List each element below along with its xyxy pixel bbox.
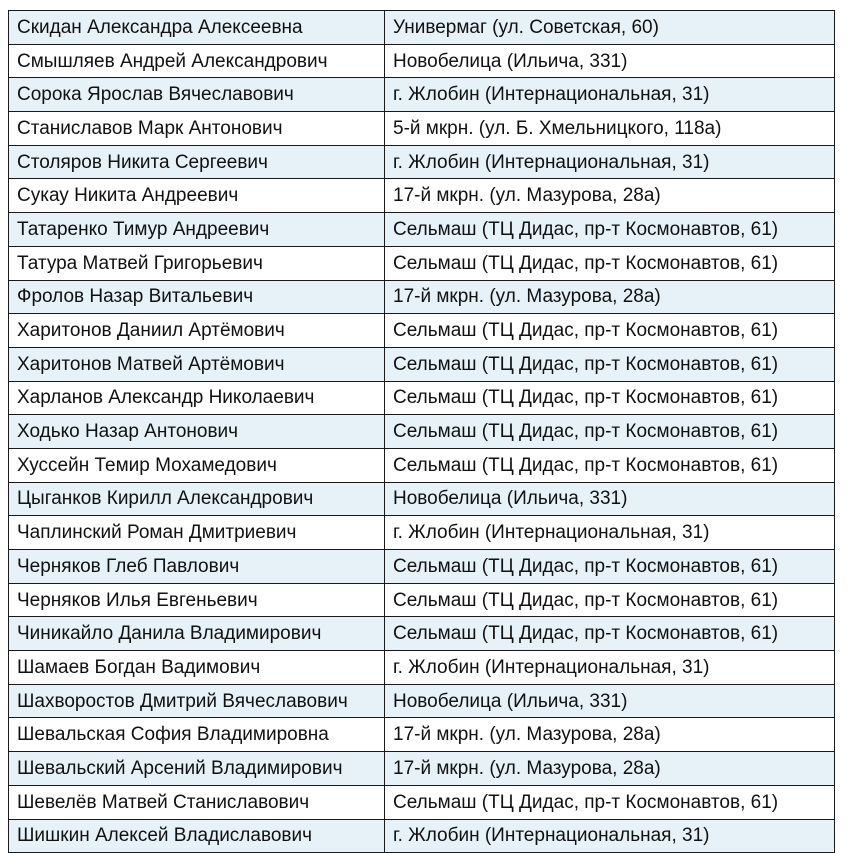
table-row bbox=[9, 213, 835, 247]
student-name-cell: Шевальский Арсений Владимирович bbox=[9, 752, 385, 786]
roster-table bbox=[8, 10, 835, 853]
location-cell: Сельмаш (ТЦ Дидас, пр-т Космонавтов, 61) bbox=[385, 381, 835, 415]
student-name-cell: Столяров Никита Сергеевич bbox=[9, 145, 385, 179]
location-cell: 5-й мкрн. (ул. Б. Хмельницкого, 118а) bbox=[385, 112, 835, 146]
location-cell: Сельмаш (ТЦ Дидас, пр-т Космонавтов, 61) bbox=[385, 583, 835, 617]
table-row bbox=[9, 819, 835, 853]
student-name-cell: Шахворостов Дмитрий Вячеславович bbox=[9, 684, 385, 718]
table-row bbox=[9, 583, 835, 617]
student-name-cell: Скидан Александра Алексеевна bbox=[9, 11, 385, 45]
table-row bbox=[9, 516, 835, 550]
table-row bbox=[9, 651, 835, 685]
table-row bbox=[9, 448, 835, 482]
student-name-cell: Харитонов Даниил Артёмович bbox=[9, 314, 385, 348]
location-cell: Сельмаш (ТЦ Дидас, пр-т Космонавтов, 61) bbox=[385, 415, 835, 449]
table-row bbox=[9, 78, 835, 112]
location-cell: г. Жлобин (Интернациональная, 31) bbox=[385, 145, 835, 179]
location-cell: 17-й мкрн. (ул. Мазурова, 28а) bbox=[385, 718, 835, 752]
location-cell: Новобелица (Ильича, 331) bbox=[385, 44, 835, 78]
student-name-cell: Цыганков Кирилл Александрович bbox=[9, 482, 385, 516]
table-row bbox=[9, 179, 835, 213]
roster-table-body bbox=[9, 11, 835, 853]
table-row bbox=[9, 112, 835, 146]
location-cell: г. Жлобин (Интернациональная, 31) bbox=[385, 78, 835, 112]
student-name-cell: Татаренко Тимур Андреевич bbox=[9, 213, 385, 247]
student-name-cell: Ходько Назар Антонович bbox=[9, 415, 385, 449]
location-cell: Сельмаш (ТЦ Дидас, пр-т Космонавтов, 61) bbox=[385, 246, 835, 280]
table-row bbox=[9, 381, 835, 415]
table-row bbox=[9, 415, 835, 449]
table-row bbox=[9, 482, 835, 516]
student-name-cell: Хуссейн Темир Мохамедович bbox=[9, 448, 385, 482]
student-name-cell: Татура Матвей Григорьевич bbox=[9, 246, 385, 280]
location-cell: Сельмаш (ТЦ Дидас, пр-т Космонавтов, 61) bbox=[385, 347, 835, 381]
student-name-cell: Харитонов Матвей Артёмович bbox=[9, 347, 385, 381]
location-cell: Сельмаш (ТЦ Дидас, пр-т Космонавтов, 61) bbox=[385, 448, 835, 482]
location-cell: Новобелица (Ильича, 331) bbox=[385, 684, 835, 718]
table-row bbox=[9, 145, 835, 179]
roster-sheet bbox=[8, 10, 834, 853]
student-name-cell: Шамаев Богдан Вадимович bbox=[9, 651, 385, 685]
table-row bbox=[9, 684, 835, 718]
student-name-cell: Чиникайло Данила Владимирович bbox=[9, 617, 385, 651]
student-name-cell: Черняков Илья Евгеньевич bbox=[9, 583, 385, 617]
location-cell: Сельмаш (ТЦ Дидас, пр-т Космонавтов, 61) bbox=[385, 550, 835, 584]
table-row bbox=[9, 44, 835, 78]
location-cell: 17-й мкрн. (ул. Мазурова, 28а) bbox=[385, 752, 835, 786]
table-row bbox=[9, 785, 835, 819]
student-name-cell: Смышляев Андрей Александрович bbox=[9, 44, 385, 78]
table-row bbox=[9, 718, 835, 752]
student-name-cell: Станиславов Марк Антонович bbox=[9, 112, 385, 146]
table-row bbox=[9, 550, 835, 584]
table-row bbox=[9, 11, 835, 45]
table-row bbox=[9, 280, 835, 314]
location-cell: Сельмаш (ТЦ Дидас, пр-т Космонавтов, 61) bbox=[385, 213, 835, 247]
student-name-cell: Шевелёв Матвей Станиславович bbox=[9, 785, 385, 819]
location-cell: Новобелица (Ильича, 331) bbox=[385, 482, 835, 516]
location-cell: 17-й мкрн. (ул. Мазурова, 28а) bbox=[385, 179, 835, 213]
location-cell: 17-й мкрн. (ул. Мазурова, 28а) bbox=[385, 280, 835, 314]
location-cell: г. Жлобин (Интернациональная, 31) bbox=[385, 516, 835, 550]
student-name-cell: Чаплинский Роман Дмитриевич bbox=[9, 516, 385, 550]
student-name-cell: Черняков Глеб Павлович bbox=[9, 550, 385, 584]
table-row bbox=[9, 617, 835, 651]
table-row bbox=[9, 347, 835, 381]
location-cell: г. Жлобин (Интернациональная, 31) bbox=[385, 819, 835, 853]
student-name-cell: Сорока Ярослав Вячеславович bbox=[9, 78, 385, 112]
location-cell: Сельмаш (ТЦ Дидас, пр-т Космонавтов, 61) bbox=[385, 617, 835, 651]
location-cell: г. Жлобин (Интернациональная, 31) bbox=[385, 651, 835, 685]
location-cell: Сельмаш (ТЦ Дидас, пр-т Космонавтов, 61) bbox=[385, 785, 835, 819]
student-name-cell: Шевальская София Владимировна bbox=[9, 718, 385, 752]
student-name-cell: Харланов Александр Николаевич bbox=[9, 381, 385, 415]
student-name-cell: Шишкин Алексей Владиславович bbox=[9, 819, 385, 853]
location-cell: Универмаг (ул. Советская, 60) bbox=[385, 11, 835, 45]
table-row bbox=[9, 246, 835, 280]
location-cell: Сельмаш (ТЦ Дидас, пр-т Космонавтов, 61) bbox=[385, 314, 835, 348]
student-name-cell: Сукау Никита Андреевич bbox=[9, 179, 385, 213]
table-row bbox=[9, 314, 835, 348]
table-row bbox=[9, 752, 835, 786]
student-name-cell: Фролов Назар Витальевич bbox=[9, 280, 385, 314]
